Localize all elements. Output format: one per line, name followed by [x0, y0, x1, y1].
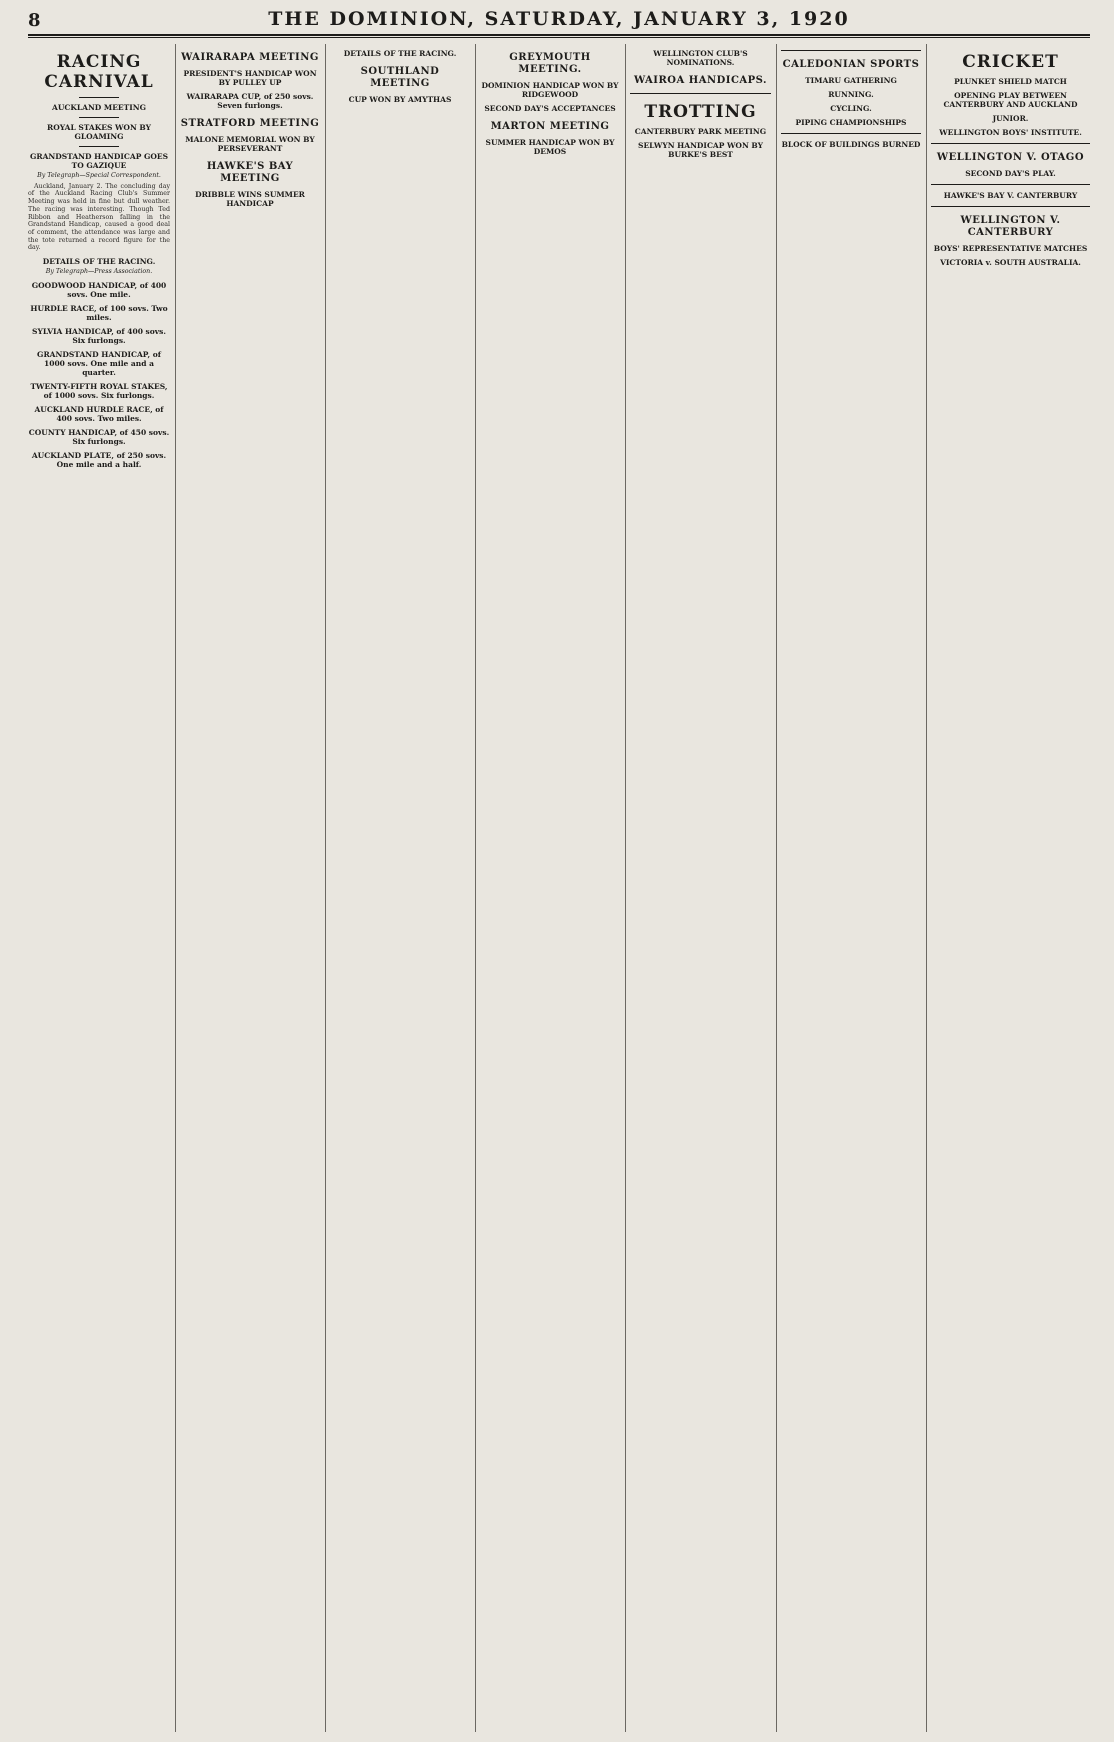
section-heading: MARTON MEETING: [490, 121, 610, 132]
column-meetings: [180, 44, 320, 1732]
section-heading: SOUTHLAND MEETING: [360, 66, 440, 89]
divider: [931, 184, 1090, 185]
event-heading: WAIRARAPA CUP, of 250 sovs. Seven furlongs.: [186, 92, 314, 110]
column-divider: [776, 44, 777, 1732]
divider: [931, 143, 1090, 144]
column-caledonian: [781, 44, 921, 1732]
subhead: CANTERBURY PARK MEETING: [634, 127, 767, 136]
section-heading: WELLINGTON V. CANTERBURY: [960, 215, 1061, 238]
subhead: PLUNKET SHIELD MATCH: [954, 77, 1067, 86]
masthead: [28, 8, 1090, 36]
column-cricket: [931, 44, 1090, 1732]
event-heading: HURDLE RACE, of 100 sovs. Two miles.: [30, 303, 168, 322]
subhead-auckland-meeting: AUCKLAND MEETING: [52, 103, 146, 112]
masthead-rule: [28, 37, 1090, 38]
column-wellington-trotting: [630, 44, 771, 1732]
section-heading: WELLINGTON V. OTAGO: [936, 152, 1085, 163]
subhead: RUNNING.: [828, 90, 874, 99]
subhead: MALONE MEMORIAL WON BY PERSEVERANT: [185, 135, 315, 153]
section-heading-trotting: TROTTING: [644, 102, 757, 122]
byline: By Telegraph—Special Correspondent.: [37, 172, 161, 179]
subhead: DETAILS OF THE RACING.: [343, 49, 457, 58]
event-heading: GOODWOOD HANDICAP, of 400 sovs. One mile.: [31, 280, 167, 299]
newspaper-title: THE DOMINION, SATURDAY, JANUARY 3, 1920: [268, 8, 850, 30]
column-divider: [926, 44, 927, 1732]
section-heading: HAWKE'S BAY MEETING: [206, 161, 294, 184]
subhead: SECOND DAY'S PLAY.: [965, 169, 1056, 178]
column-racing-carnival: [28, 44, 170, 1732]
section-heading: CALEDONIAN SPORTS: [782, 59, 920, 70]
column-details: [330, 44, 470, 1732]
subhead: DRIBBLE WINS SUMMER HANDICAP: [195, 190, 305, 208]
lead-paragraph: Auckland, January 2. The concluding day of the Auckland Racing Club's Summer Meeting was held in fine but dull weather. The racing was interesting. Though Ted Ribbon and Heatherson falling in the Grandstand Handicap, caused a good deal of comment, the attendance was large and the tote returned a record figure for the day.: [28, 182, 170, 252]
event-heading: TWENTY-FIFTH ROYAL STAKES, of 1000 sovs. Six furlongs.: [30, 381, 168, 400]
subhead: HAWKE'S BAY V. CANTERBURY: [943, 191, 1078, 200]
byline: By Telegraph—Press Association.: [45, 268, 153, 276]
section-heading-cricket: CRICKET: [962, 52, 1059, 72]
subhead-details: DETAILS OF THE RACING.: [42, 257, 156, 267]
subhead: WELLINGTON BOYS' INSTITUTE.: [939, 128, 1082, 137]
subhead: TIMARU GATHERING: [805, 76, 897, 85]
column-divider: [625, 44, 626, 1732]
event-heading: SYLVIA HANDICAP, of 400 sovs. Six furlongs.: [32, 326, 166, 345]
headline-racing-carnival: RACING CARNIVAL: [44, 52, 154, 92]
subhead: VICTORIA v. SOUTH AUSTRALIA.: [940, 258, 1081, 267]
subhead: JUNIOR.: [992, 114, 1029, 123]
column-divider: [325, 44, 326, 1732]
event-heading: AUCKLAND HURDLE RACE, of 400 sovs. Two miles.: [34, 404, 164, 423]
subhead: CYCLING.: [830, 104, 872, 113]
divider: [630, 93, 771, 94]
section-heading: STRATFORD MEETING: [180, 118, 320, 129]
event-heading: GRANDSTAND HANDICAP, of 1000 sovs. One mile and a quarter.: [37, 349, 161, 377]
subhead: SECOND DAY'S ACCEPTANCES: [484, 104, 616, 113]
subhead: BLOCK OF BUILDINGS BURNED: [781, 140, 921, 149]
section-heading: GREYMOUTH MEETING.: [509, 52, 591, 75]
divider: [931, 206, 1090, 207]
subhead: PRESIDENT'S HANDICAP WON BY PULLEY UP: [183, 69, 317, 87]
column-greymouth: [480, 44, 620, 1732]
column-divider: [175, 44, 176, 1732]
column-divider: [475, 44, 476, 1732]
divider: [79, 117, 119, 118]
subhead: SUMMER HANDICAP WON BY DEMOS: [485, 138, 615, 156]
section-heading: WAIROA HANDICAPS.: [633, 75, 768, 86]
subhead-grandstand: GRANDSTAND HANDICAP GOES TO GAZIQUE: [29, 152, 169, 170]
divider: [781, 133, 921, 134]
subhead: DOMINION HANDICAP WON BY RIDGEWOOD: [481, 81, 619, 99]
section-heading: WAIRARAPA MEETING: [181, 52, 319, 63]
divider: [79, 146, 119, 147]
subhead: PIPING CHAMPIONSHIPS: [795, 118, 907, 127]
subhead-royal-stakes: ROYAL STAKES WON BY GLOAMING: [47, 123, 151, 141]
subhead: BOYS' REPRESENTATIVE MATCHES: [933, 244, 1088, 253]
subhead: OPENING PLAY BETWEEN CANTERBURY AND AUCKLAND: [943, 91, 1078, 109]
subhead: WELLINGTON CLUB'S NOMINATIONS.: [653, 49, 748, 67]
divider: [79, 97, 119, 98]
event-heading: AUCKLAND PLATE, of 250 sovs. One mile and a half.: [31, 450, 167, 469]
page-number: 8: [28, 10, 41, 31]
event-heading: COUNTY HANDICAP, of 450 sovs. Six furlongs.: [28, 427, 170, 446]
subhead: CUP WON BY AMYTHAS: [348, 95, 452, 104]
divider: [781, 50, 921, 51]
subhead: SELWYN HANDICAP WON BY BURKE'S BEST: [638, 141, 763, 159]
